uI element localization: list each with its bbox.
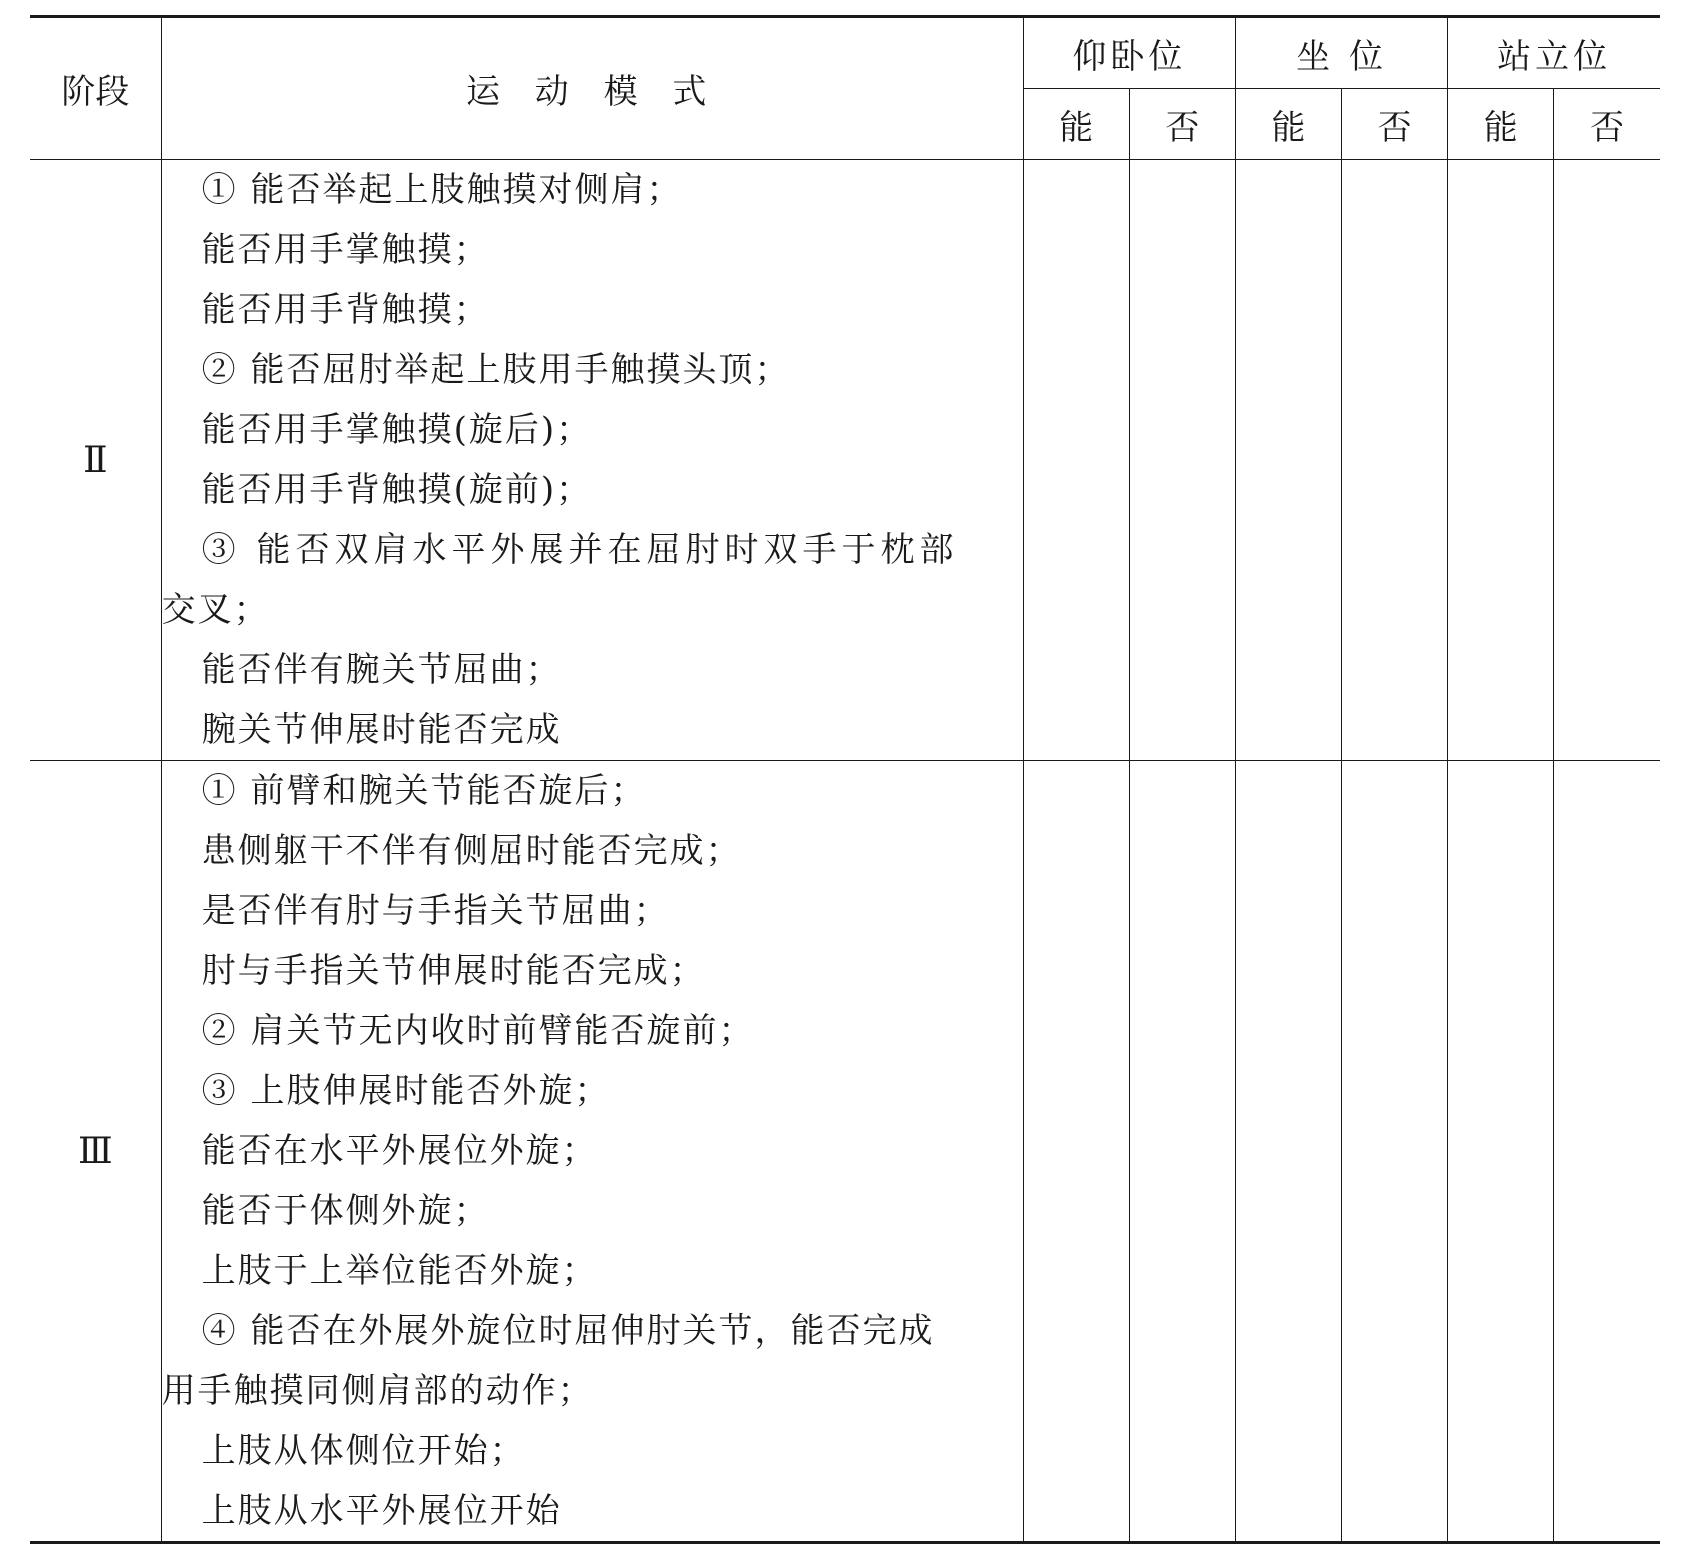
motor-pattern-assessment-table [30, 15, 1660, 1544]
pattern-line: ④ 能否在外展外旋位时屈伸肘关节，能否完成 [201, 1311, 935, 1351]
header-supine-no: 否 [1129, 89, 1235, 160]
pattern-line: 能否用手背触摸(旋前)； [201, 470, 593, 510]
header-position-sitting-label: 坐 位 [1296, 36, 1387, 77]
pattern-line: 能否用手背触摸； [201, 290, 490, 330]
pattern-line: 能否在水平外展位外旋； [201, 1131, 598, 1171]
header-standing-yes: 能 [1448, 89, 1554, 160]
check-cell-supine-yes[interactable] [1023, 160, 1129, 761]
pattern-line: ② 肩关节无内收时前臂能否旋前； [201, 1011, 755, 1051]
header-position-standing-label: 站立位 [1497, 36, 1612, 77]
pattern-line: 是否伴有肘与手指关节屈曲； [201, 891, 670, 931]
check-cell-supine-no[interactable] [1129, 160, 1235, 761]
pattern-line: 能否于体侧外旋； [201, 1191, 490, 1231]
stage-cell-3: Ⅲ [30, 761, 161, 1543]
header-position-standing [1448, 17, 1660, 89]
pattern-line: ② 能否屈肘举起上肢用手触摸头顶； [201, 350, 791, 390]
check-cell-supine-yes[interactable] [1023, 761, 1129, 1543]
check-cell-supine-no[interactable] [1129, 761, 1235, 1543]
table-row-stage-3 [30, 761, 1660, 1543]
pattern-line: 上肢于上举位能否外旋； [201, 1251, 598, 1291]
header-position-sitting [1235, 17, 1447, 89]
stage-cell-2: Ⅱ [30, 160, 161, 761]
pattern-line: 用手触摸同侧肩部的动作； [161, 1371, 594, 1411]
check-cell-sitting-yes[interactable] [1235, 160, 1341, 761]
check-cell-sitting-yes[interactable] [1235, 761, 1341, 1543]
pattern-line: 肘与手指关节伸展时能否完成； [201, 951, 706, 991]
pattern-line: ③ 能否双肩水平外展并在屈肘时双手于枕部 [201, 530, 959, 570]
table-header [30, 17, 1660, 160]
pattern-line: 能否用手掌触摸(旋后)； [201, 410, 593, 450]
table-body [30, 160, 1660, 1543]
header-position-supine-label: 仰卧位 [1072, 36, 1187, 77]
pattern-line: 腕关节伸展时能否完成 [201, 710, 562, 750]
pattern-line: ③ 上肢伸展时能否外旋； [201, 1071, 611, 1111]
check-cell-sitting-no[interactable] [1342, 761, 1448, 1543]
pattern-cell-2 [161, 160, 1023, 761]
assessment-table-wrapper [30, 15, 1660, 1544]
header-motor-pattern-text: 运 动 模 式 [465, 72, 719, 112]
pattern-line: 上肢从体侧位开始； [201, 1431, 526, 1471]
check-cell-sitting-no[interactable] [1342, 160, 1448, 761]
pattern-line: ① 能否举起上肢触摸对侧肩； [201, 170, 683, 210]
header-supine-yes: 能 [1023, 89, 1129, 160]
header-position-supine [1023, 17, 1235, 89]
header-motor-pattern [161, 17, 1023, 160]
pattern-line: 能否伴有腕关节屈曲； [201, 650, 562, 690]
check-cell-standing-yes[interactable] [1448, 761, 1554, 1543]
pattern-line: ① 前臂和腕关节能否旋后； [201, 771, 647, 811]
table-row-stage-2 [30, 160, 1660, 761]
pattern-line: 患侧躯干不伴有侧屈时能否完成； [201, 831, 742, 871]
header-sitting-yes: 能 [1235, 89, 1341, 160]
header-standing-no: 否 [1554, 89, 1660, 160]
pattern-line: 交叉； [161, 590, 270, 630]
check-cell-standing-yes[interactable] [1448, 160, 1554, 761]
header-stage: 阶段 [30, 17, 161, 160]
pattern-line: 能否用手掌触摸； [201, 230, 490, 270]
check-cell-standing-no[interactable] [1554, 761, 1660, 1543]
check-cell-standing-no[interactable] [1554, 160, 1660, 761]
pattern-cell-3 [161, 761, 1023, 1543]
pattern-line: 上肢从水平外展位开始 [201, 1491, 562, 1531]
header-row-positions [30, 17, 1660, 89]
header-sitting-no: 否 [1342, 89, 1448, 160]
